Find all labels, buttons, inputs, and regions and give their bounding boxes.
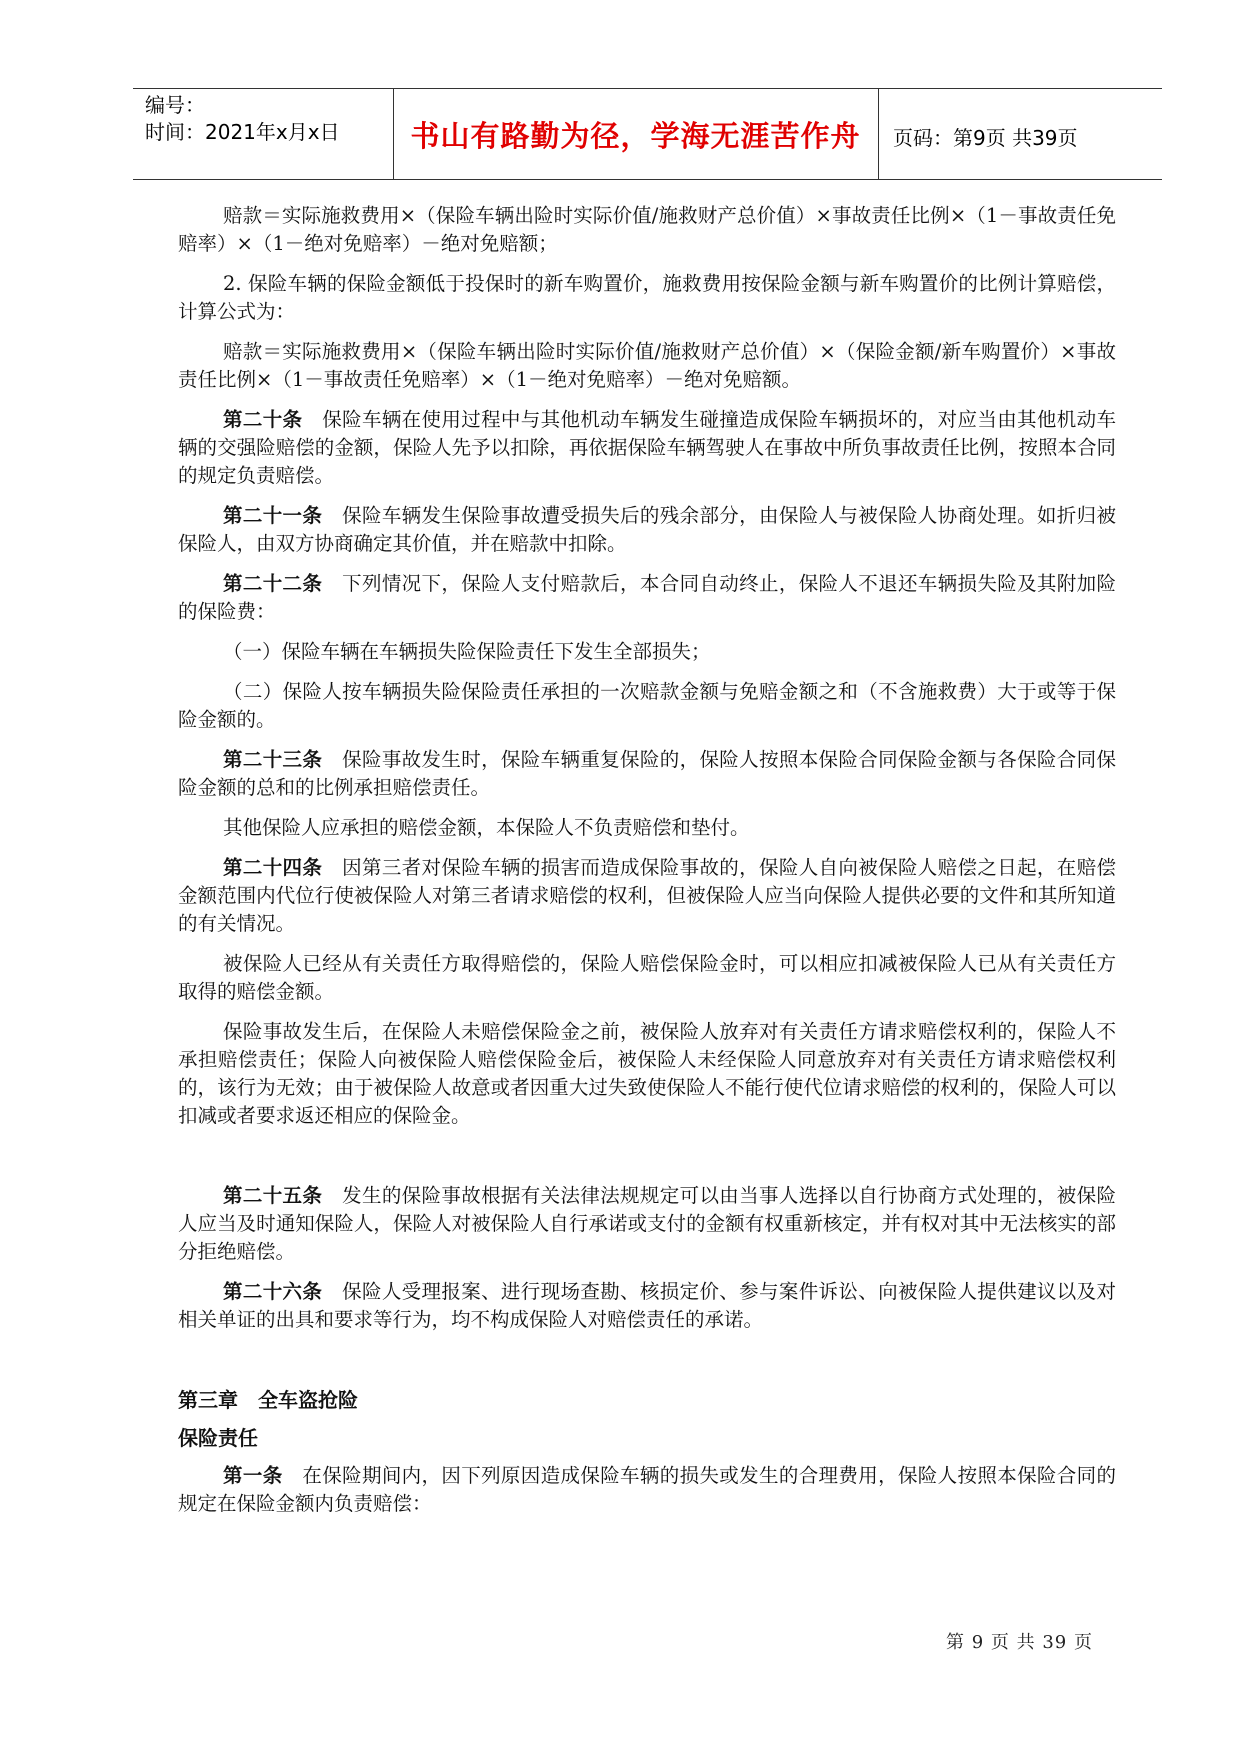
document-header bbox=[133, 88, 1162, 180]
article-text: 发生的保险事故根据有关法律法规规定可以由当事人选择以自行协商方式处理的，被保险人应当及时通知保险人，保险人对被保险人自行承诺或支付的金额有权重新核定，并有权对其中无法核实的部分拒绝赔偿。 bbox=[178, 1184, 1116, 1263]
article-title: 第二十二条 bbox=[223, 572, 323, 595]
article-title: 第二十五条 bbox=[223, 1184, 323, 1207]
header-meta bbox=[145, 92, 340, 146]
article-title: 第二十六条 bbox=[223, 1280, 323, 1303]
list-item: （一）保险车辆在车辆损失险保险责任下发生全部损失； bbox=[223, 640, 711, 663]
header-top-rule bbox=[133, 88, 1162, 89]
article-text: 保险车辆在使用过程中与其他机动车辆发生碰撞造成保险车辆损坏的，对应当由其他机动车辆的交强险赔偿的金额，保险人先予以扣除，再依据保险车辆驾驶人在事故中所负事故责任比例，按照本合同的规定负责赔偿。 bbox=[178, 408, 1116, 487]
header-divider bbox=[878, 88, 879, 180]
time-label: 时间：2021年x月x日 bbox=[145, 120, 340, 144]
article-title: 第二十一条 bbox=[223, 504, 323, 527]
article-text: 保险车辆发生保险事故遭受损失后的残余部分，由保险人与被保险人协商处理。如折归被保险人，由双方协商确定其价值，并在赔款中扣除。 bbox=[178, 504, 1116, 555]
article-text: 因第三者对保险车辆的损害而造成保险事故的，保险人自向被保险人赔偿之日起，在赔偿金额范围内代位行使被保险人对第三者请求赔偿的权利，但被保险人应当向保险人提供必要的文件和其所知道的有关情况。 bbox=[178, 856, 1116, 935]
page-footer: 第 9 页 共 39 页 bbox=[946, 1632, 1093, 1653]
article-24 bbox=[178, 854, 1116, 938]
paragraph: 保险事故发生后，在保险人未赔偿保险金之前，被保险人放弃对有关责任方请求赔偿权利的，保险人不承担赔偿责任；保险人向被保险人赔偿保险金后，被保险人未经保险人同意放弃对有关责任方请求赔偿权利的，该行为无效；由于被保险人故意或者因重大过失致使保险人不能行使代位请求赔偿的权利的，保险人可以扣减或者要求返还相应的保险金。 bbox=[178, 1020, 1116, 1127]
article-title: 第二十三条 bbox=[223, 748, 323, 771]
header-motto: 书山有路勤为径，学海无涯苦作舟 bbox=[410, 119, 861, 153]
number-label: 编号： bbox=[145, 93, 205, 117]
paragraph: 其他保险人应承担的赔偿金额，本保险人不负责赔偿和垫付。 bbox=[223, 816, 750, 839]
article-20 bbox=[178, 406, 1116, 490]
document-body bbox=[178, 202, 1116, 1530]
spacer bbox=[178, 1142, 1116, 1182]
article-text: 保险事故发生时，保险车辆重复保险的，保险人按照本保险合同保险金额与各保险合同保险金额的总和的比例承担赔偿责任。 bbox=[178, 748, 1116, 799]
article-21 bbox=[178, 502, 1116, 558]
article-text: 在保险期间内，因下列原因造成保险车辆的损失或发生的合理费用，保险人按照本保险合同的规定在保险金额内负责赔偿： bbox=[178, 1464, 1116, 1515]
header-page-info: 页码：第9页 共39页 bbox=[893, 126, 1078, 150]
article-text: 保险人受理报案、进行现场查勘、核损定价、参与案件诉讼、向被保险人提供建议以及对相关单证的出具和要求等行为，均不构成保险人对赔偿责任的承诺。 bbox=[178, 1280, 1116, 1331]
chapter3-article-1 bbox=[178, 1462, 1116, 1518]
article-title: 第二十四条 bbox=[223, 856, 323, 879]
article-26 bbox=[178, 1278, 1116, 1334]
section-heading: 保险责任 bbox=[178, 1426, 258, 1450]
paragraph: 2. 保险车辆的保险金额低于投保时的新车购置价，施救费用按保险金额与新车购置价的比例计算赔偿，计算公式为： bbox=[178, 272, 1116, 323]
paragraph: 赔款＝实际施救费用×（保险车辆出险时实际价值/施救财产总价值）×（保险金额/新车购置价）×事故责任比例×（1－事故责任免赔率）×（1－绝对免赔率）－绝对免赔额。 bbox=[178, 340, 1116, 391]
article-22 bbox=[178, 570, 1116, 626]
article-title: 第二十条 bbox=[223, 408, 303, 431]
article-23 bbox=[178, 746, 1116, 802]
list-item: （二）保险人按车辆损失险保险责任承担的一次赔款金额与免赔金额之和（不含施救费）大于或等于保险金额的。 bbox=[178, 680, 1116, 731]
paragraph: 被保险人已经从有关责任方取得赔偿的，保险人赔偿保险金时，可以相应扣减被保险人已从有关责任方取得的赔偿金额。 bbox=[178, 952, 1116, 1003]
spacer bbox=[178, 1346, 1116, 1386]
article-text: 下列情况下，保险人支付赔款后，本合同自动终止，保险人不退还车辆损失险及其附加险的保险费： bbox=[178, 572, 1116, 623]
article-25 bbox=[178, 1182, 1116, 1266]
article-title: 第一条 bbox=[223, 1464, 283, 1487]
chapter-heading: 第三章 全车盗抢险 bbox=[178, 1388, 358, 1412]
header-bottom-rule bbox=[133, 179, 1162, 180]
paragraph: 赔款＝实际施救费用×（保险车辆出险时实际价值/施救财产总价值）×事故责任比例×（1－事故责任免赔率）×（1－绝对免赔率）－绝对免赔额； bbox=[178, 204, 1116, 255]
